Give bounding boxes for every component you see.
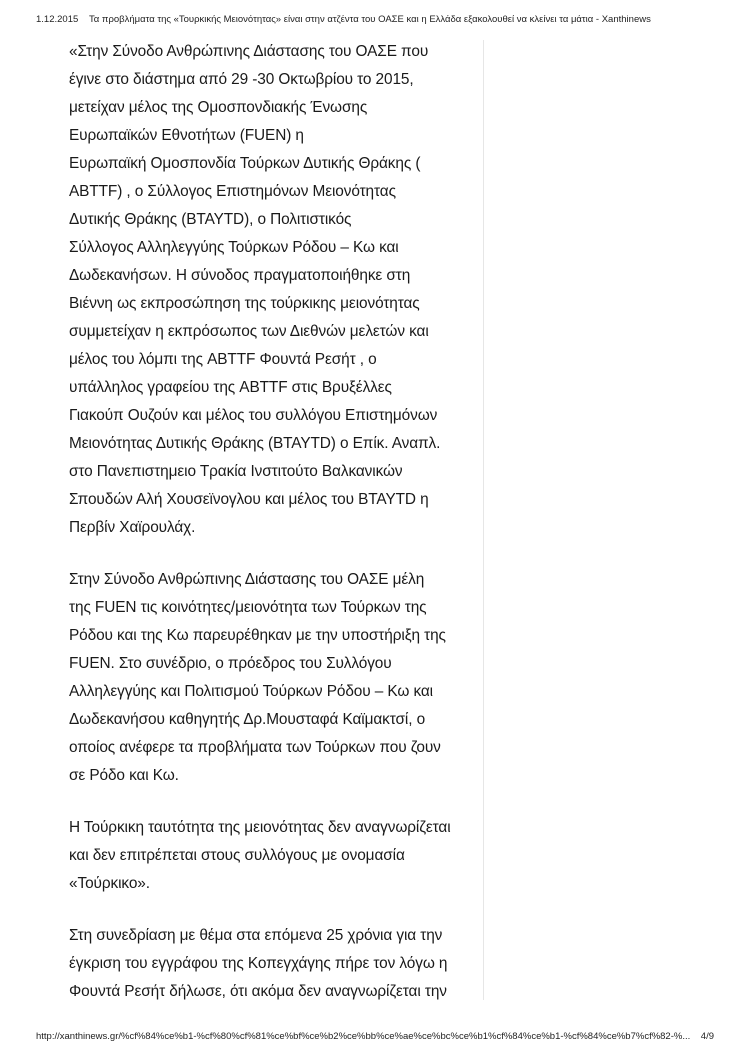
text-line: ABTTF) , ο Σύλλογος Επιστημόνων Μειονότητας	[69, 183, 396, 200]
page-number: 4/9	[700, 1031, 714, 1042]
text-line: Φουντά Ρεσήτ δήλωσε, ότι ακόμα δεν αναγνωρίζεται την	[69, 983, 447, 1000]
text-line: Σύλλογος Αλληλεγγύης Τούρκων Ρόδου – Κω και	[69, 239, 399, 256]
text-line: στο Πανεπιστημειο Τρακία Ινστιτούτο Βαλκανικών	[69, 463, 403, 480]
text-line: Ρόδου και της Κω παρευρέθηκαν με την υποστήριξη της	[69, 627, 446, 644]
column-divider	[483, 40, 484, 1000]
text-line: Η Τούρκικη ταυτότητα της μειονότητας δεν αναγνωρίζεται	[69, 819, 451, 836]
text-line: συμμετείχαν η εκπρόσωπος των Διεθνών μελετών και	[69, 323, 429, 340]
text-line: Βιέννη ως εκπροσώπηση της τούρκικης μειονότητας	[69, 295, 420, 312]
text-line: Δωδεκανήσου καθηγητής Δρ.Μουσταφά Καϊμακτσί, ο	[69, 711, 426, 728]
text-line: και δεν επιτρέπεται στους συλλόγους με ονομασία	[69, 847, 405, 864]
page-title: Τα προβλήματα της «Τουρκικής Μειονότητας» είναι στην ατζέντα του ΟΑΣΕ και η Ελλάδα εξακολουθεί να κλείνει τα μάτια - Xanthinews	[89, 14, 651, 25]
text-line: οποίος ανέφερε τα προβλήματα των Τούρκων που ζουν	[69, 739, 441, 756]
text-line: FUEN. Στο συνέδριο, ο πρόεδρος του Συλλόγου	[69, 655, 392, 672]
text-line: Γιακούπ Ουζούν και μέλος του συλλόγου Επιστημόνων	[69, 407, 438, 424]
text-line: έγινε στο διάστημα από 29 -30 Οκτωβρίου το 2015,	[69, 71, 414, 88]
text-line: Ευρωπαϊκή Ομοσπονδία Τούρκων Δυτικής Θράκης (	[69, 155, 421, 172]
text-line: Δυτικής Θράκης (BTAYTD), ο Πολιτιστικός	[69, 211, 352, 228]
text-line: σε Ρόδο και Κω.	[69, 767, 179, 784]
text-line: Μειονότητας Δυτικής Θράκης (BTAYTD) ο Επίκ. Αναπλ.	[69, 435, 441, 452]
text-line: Στη συνεδρίαση με θέμα στα επόμενα 25 χρόνια για την	[69, 927, 443, 944]
paragraph	[69, 38, 479, 542]
text-line: «Στην Σύνοδο Ανθρώπινης Διάστασης του ΟΑΣΕ που	[69, 43, 429, 60]
text-line: Περβίν Χαϊρουλάχ.	[69, 519, 196, 536]
text-line: Ευρωπαϊκών Εθνοτήτων (FUEN) η	[69, 127, 304, 144]
text-line: Δωδεκανήσων. Η σύνοδος πραγματοποιήθηκε στη	[69, 267, 411, 284]
text-line: «Τούρκικο».	[69, 875, 150, 892]
text-line: Στην Σύνοδο Ανθρώπινης Διάστασης του ΟΑΣΕ μέλη	[69, 571, 425, 588]
text-line: Σπουδών Αλή Χουσεϊνογλου και μέλος του BTAYTD η	[69, 491, 429, 508]
print-date: 1.12.2015	[36, 14, 79, 25]
paragraph	[69, 566, 479, 790]
article-body	[69, 38, 479, 1030]
text-line: της FUEN τις κοινότητες/μειονότητα των Τούρκων της	[69, 599, 427, 616]
paragraph	[69, 814, 479, 898]
text-line: μετείχαν μέλος της Ομοσπονδιακής Ένωσης	[69, 99, 368, 116]
source-url: http://xanthinews.gr/%cf%84%ce%b1-%cf%80%cf%81%ce%bf%ce%b2%ce%bb%ce%ae%ce%bc%ce%b1%cf%84%ce%b1-%cf%84%ce%b7%cf%82-%...	[36, 1031, 691, 1042]
text-line: υπάλληλος γραφείου της ABTTF στις Βρυξέλλες	[69, 379, 392, 396]
paragraph	[69, 922, 479, 1006]
text-line: μέλος του λόμπι της ABTTF Φουντά Ρεσήτ , ο	[69, 351, 377, 368]
text-line: έγκριση του εγγράφου της Κοπεγχάγης πήρε τον λόγω η	[69, 955, 448, 972]
text-line: Αλληλεγγύης και Πολιτισμού Τούρκων Ρόδου – Κω και	[69, 683, 433, 700]
